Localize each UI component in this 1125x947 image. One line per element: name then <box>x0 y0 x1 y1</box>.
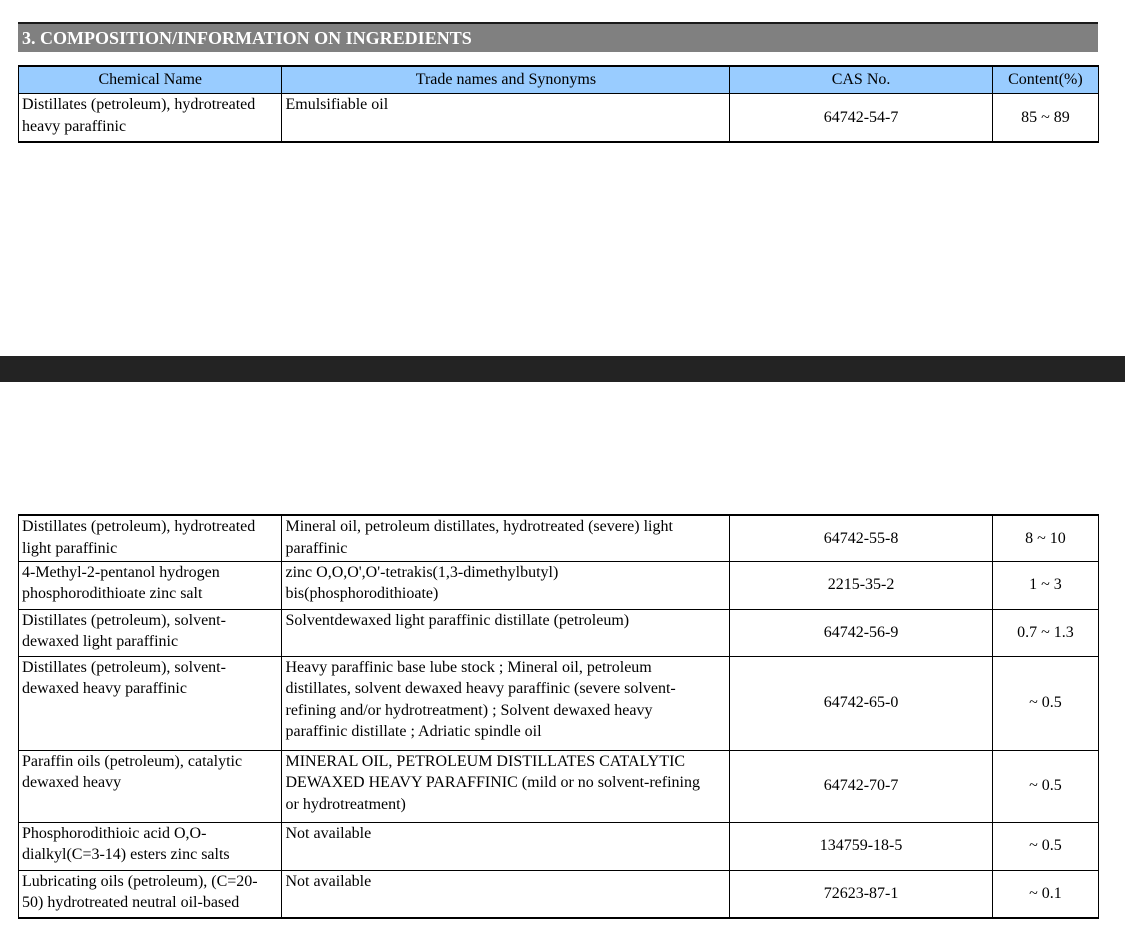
content-percent-cell: ~ 0.5 <box>992 750 1098 822</box>
header-row <box>19 66 1099 94</box>
trade-names-cell <box>282 656 730 750</box>
trade-names-line: Emulsifiable oil <box>285 96 389 113</box>
column-header-trade-names: Trade names and Synonyms <box>282 66 730 94</box>
trade-names-cell <box>282 870 730 918</box>
table-row <box>19 561 1099 609</box>
chemical-name-line: light paraffinic <box>22 539 118 557</box>
table-top-body <box>19 94 1099 142</box>
trade-names-line: MINERAL OIL, PETROLEUM DISTILLATES CATALYTIC <box>285 752 686 770</box>
trade-names-cell <box>282 94 730 142</box>
chemical-name-cell <box>19 822 282 870</box>
chemical-name-line: Distillates (petroleum), solvent- <box>22 658 226 676</box>
content-percent-cell: ~ 0.5 <box>992 822 1098 870</box>
trade-names-line: distillates, solvent dewaxed heavy paraffinic (severe solvent- <box>285 680 676 697</box>
cas-number-cell: 64742-55-8 <box>730 515 992 561</box>
chemical-name-cell <box>19 656 282 750</box>
column-header-cas-no: CAS No. <box>730 66 992 94</box>
cas-number-cell: 64742-65-0 <box>730 656 992 750</box>
trade-names-line: Not available <box>285 824 372 842</box>
trade-names-line: Heavy paraffinic base lube stock ; Mineral oil, petroleum <box>285 658 652 676</box>
cas-number-cell: 2215-35-2 <box>730 561 992 609</box>
chemical-name-line: Distillates (petroleum), hydrotreated <box>22 518 256 535</box>
table-bottom-body <box>19 515 1099 918</box>
chemical-name-line: dewaxed heavy <box>22 774 122 791</box>
chemical-name-cell <box>19 561 282 609</box>
table-row <box>19 656 1099 750</box>
trade-names-line: Not available <box>285 872 372 890</box>
trade-names-line: Mineral oil, petroleum distillates, hydrotreated (severe) light <box>285 518 673 535</box>
chemical-name-line: Lubricating oils (petroleum), (C=20- <box>22 872 258 890</box>
chemical-name-cell <box>19 609 282 656</box>
chemical-name-cell <box>19 515 282 561</box>
content-percent-cell: 1 ~ 3 <box>992 561 1098 609</box>
cas-number-cell: 72623-87-1 <box>730 870 992 918</box>
page-separator-band <box>0 356 1125 382</box>
content-percent-cell: 85 ~ 89 <box>992 94 1098 142</box>
trade-names-cell <box>282 561 730 609</box>
content-percent-cell: ~ 0.1 <box>992 870 1098 918</box>
trade-names-line: paraffinic <box>285 539 348 557</box>
table-row <box>19 870 1099 918</box>
table-row <box>19 822 1099 870</box>
content-percent-cell: 8 ~ 10 <box>992 515 1098 561</box>
trade-names-cell <box>282 609 730 656</box>
trade-names-cell <box>282 515 730 561</box>
chemical-name-cell <box>19 94 282 142</box>
column-header-chemical-name: Chemical Name <box>19 66 282 94</box>
chemical-name-line: 50) hydrotreated neutral oil-based <box>22 894 240 911</box>
chemical-name-line: heavy paraffinic <box>22 117 127 135</box>
chemical-name-line: Distillates (petroleum), hydrotreated <box>22 96 256 113</box>
trade-names-line: paraffinic distillate ; Adriatic spindle oil <box>285 723 542 740</box>
chemical-name-line: Paraffin oils (petroleum), catalytic <box>22 752 243 770</box>
chemical-name-line: dialkyl(C=3-14) esters zinc salts <box>22 846 230 863</box>
table-row <box>19 609 1099 656</box>
chemical-name-line: Distillates (petroleum), solvent- <box>22 611 226 629</box>
chemical-name-line: dewaxed heavy paraffinic <box>22 680 187 697</box>
trade-names-line: DEWAXED HEAVY PARAFFINIC (mild or no solvent-refining <box>285 774 700 791</box>
cas-number-cell: 64742-70-7 <box>730 750 992 822</box>
chemical-name-cell <box>19 870 282 918</box>
chemical-name-line: dewaxed light paraffinic <box>22 633 179 650</box>
trade-names-line: or hydrotreatment) <box>285 795 406 813</box>
trade-names-cell <box>282 822 730 870</box>
content-percent-cell: ~ 0.5 <box>992 656 1098 750</box>
cas-number-cell: 64742-56-9 <box>730 609 992 656</box>
table-row <box>19 94 1099 142</box>
chemical-name-line: 4-Methyl-2-pentanol hydrogen <box>22 563 220 581</box>
ingredients-table-bottom <box>18 514 1099 919</box>
trade-names-cell <box>282 750 730 822</box>
column-header-content: Content(%) <box>992 66 1098 94</box>
table-row <box>19 750 1099 822</box>
table-row <box>19 515 1099 561</box>
trade-names-line: Solventdewaxed light paraffinic distillate (petroleum) <box>285 611 630 629</box>
ingredients-table-top <box>18 65 1099 143</box>
cas-number-cell: 64742-54-7 <box>730 94 992 142</box>
chemical-name-line: Phosphorodithioic acid O,O- <box>22 824 207 842</box>
trade-names-line: refining and/or hydrotreatment) ; Solvent dewaxed heavy <box>285 701 653 719</box>
section-title: 3. COMPOSITION/INFORMATION ON INGREDIENTS <box>18 22 1098 52</box>
chemical-name-cell <box>19 750 282 822</box>
trade-names-line: zinc O,O,O',O'-tetrakis(1,3-dimethylbutyl) <box>285 563 559 581</box>
content-percent-cell: 0.7 ~ 1.3 <box>992 609 1098 656</box>
trade-names-line: bis(phosphorodithioate) <box>285 585 439 602</box>
chemical-name-line: phosphorodithioate zinc salt <box>22 585 203 602</box>
cas-number-cell: 134759-18-5 <box>730 822 992 870</box>
